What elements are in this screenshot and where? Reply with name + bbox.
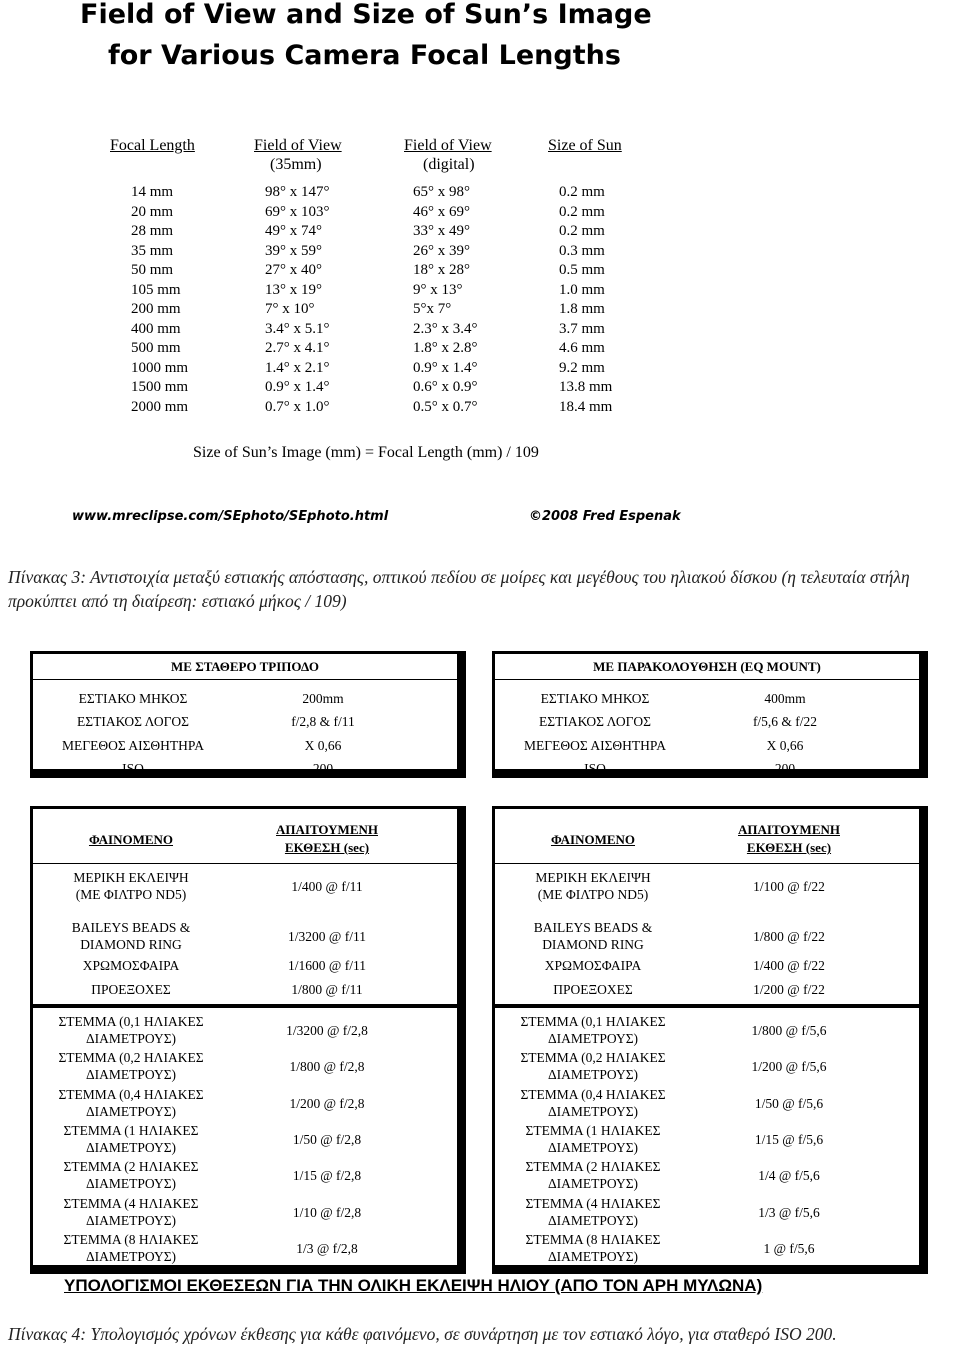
corona-label-line2: ΔΙΑΜΕΤΡΟΥΣ) — [85, 1103, 177, 1119]
figure-cell: 105 mm — [131, 281, 181, 298]
figure-cell: 0.9° x 1.4° — [265, 379, 330, 395]
figure-cell: 2.3° x 3.4° — [413, 320, 478, 337]
divider — [495, 1004, 919, 1008]
setup-table-eq-mount — [492, 651, 928, 778]
header-exposure-l2: ΕΚΘΕΣΗ (sec) — [746, 840, 832, 855]
figure-cell: 3.4° x 5.1° — [265, 320, 330, 337]
setup-value: 200 — [312, 761, 334, 776]
divider — [495, 863, 919, 864]
figure-cell: 7° x 10° — [265, 301, 315, 317]
phenomenon-label-line2: (ΜΕ ΦΙΛΤΡΟ ND5) — [537, 887, 649, 902]
setup-label: ISO — [584, 761, 606, 776]
header-exposure-l1: ΑΠΑΙΤΟΥΜΕΝΗ — [738, 822, 840, 837]
header-fov-35mm: Field of View — [254, 137, 342, 154]
figure-cell: 1.0 mm — [559, 281, 605, 298]
exposure-value: 1/200 @ f/22 — [753, 982, 825, 997]
figure-title-line1: Field of View and Size of Sun’s Image — [80, 0, 652, 30]
figure-cell: 0.2 mm — [559, 223, 605, 239]
phenomenon-label: ΜΕΡΙΚΗ ΕΚΛΕΙΨΗ — [535, 870, 651, 885]
corona-label-line2: ΔΙΑΜΕΤΡΟΥΣ) — [547, 1248, 639, 1264]
exposure-value: 1/800 @ f/5,6 — [751, 1023, 827, 1038]
figure-cell: 49° x 74° — [265, 223, 322, 239]
figure-cell: 28 mm — [131, 223, 174, 239]
exposure-value: 1/50 @ f/5,6 — [754, 1095, 824, 1111]
exposure-value: 1/50 @ f/2,8 — [292, 1131, 362, 1147]
size-of-sun-column — [559, 183, 612, 417]
setup-value: f/2,8 & f/11 — [291, 714, 355, 729]
figure-cell: 500 mm — [131, 340, 181, 356]
corona-label: ΣΤΕΜΜΑ (0,1 ΗΛΙΑΚΕΣ — [58, 1014, 204, 1029]
exposure-table-tripod — [30, 806, 466, 1274]
figure-cell: 20 mm — [131, 203, 174, 220]
exposure-calculations-title: ΥΠΟΛΟΓΙΣΜΟΙ ΕΚΘΕΣΕΩΝ ΓΙΑ ΤΗΝ ΟΛΙΚΗ ΕΚΛΕΙΨΗ ΗΛΙΟΥ (ΑΠΟ ΤΟΝ ΑΡΗ ΜΥΛΩΝΑ) — [64, 1276, 763, 1295]
exposure-value: 1/3 @ f/2,8 — [296, 1240, 358, 1256]
corona-label: ΣΤΕΜΜΑ (1 ΗΛΙΑΚΕΣ — [525, 1122, 661, 1138]
exposure-value: 1/200 @ f/5,6 — [751, 1059, 827, 1075]
exposure-value: 1/15 @ f/5,6 — [754, 1131, 824, 1147]
phenomenon-label: BAILEYS BEADS & — [71, 920, 191, 935]
divider — [33, 863, 457, 864]
exposure-value: 1/800 @ f/11 — [291, 982, 363, 997]
figure-cell: 3.7 mm — [559, 320, 605, 337]
phenomenon-label: ΜΕΡΙΚΗ ΕΚΛΕΙΨΗ — [73, 870, 189, 885]
header-exposure-l2: ΕΚΘΕΣΗ (sec) — [284, 840, 370, 855]
source-url: www.mreclipse.com/SEphoto/SEphoto.html — [72, 509, 389, 524]
corona-label-line2: ΔΙΑΜΕΤΡΟΥΣ) — [85, 1248, 177, 1264]
figure-cell: 65° x 98° — [413, 184, 470, 200]
figure-cell: 0.9° x 1.4° — [413, 359, 478, 376]
figure-cell: 0.3 mm — [559, 242, 605, 259]
header-fov-35mm-sub: (35mm) — [270, 156, 322, 173]
figure-cell: 18.4 mm — [559, 398, 613, 415]
divider — [33, 1004, 457, 1008]
phenomenon-label-line2: DIAMOND RING — [80, 937, 182, 952]
figure-cell: 0.6° x 0.9° — [413, 379, 478, 395]
setup-label: ΕΣΤΙΑΚΟ ΜΗΚΟΣ — [540, 691, 650, 706]
corona-label-line2: ΔΙΑΜΕΤΡΟΥΣ) — [547, 1176, 639, 1192]
corona-label: ΣΤΕΜΜΑ (2 ΗΛΙΑΚΕΣ — [63, 1159, 199, 1175]
corona-label: ΣΤΕΜΜΑ (2 ΗΛΙΑΚΕΣ — [525, 1159, 661, 1175]
corona-label-line2: ΔΙΑΜΕΤΡΟΥΣ) — [85, 1139, 177, 1155]
corona-label-line2: ΔΙΑΜΕΤΡΟΥΣ) — [85, 1212, 177, 1228]
exposure-value: 1/4 @ f/5,6 — [758, 1168, 820, 1184]
figure-cell: 2000 mm — [131, 398, 189, 415]
setup-label: ΜΕΓΕΘΟΣ ΑΙΣΘΗΤΗΡΑ — [62, 738, 204, 753]
phenomenon-label: ΠΡΟΕΞΟΧΕΣ — [553, 982, 633, 997]
corona-label: ΣΤΕΜΜΑ (1 ΗΛΙΑΚΕΣ — [63, 1122, 199, 1138]
exposure-value: 1/15 @ f/2,8 — [292, 1168, 362, 1184]
figure-cell: 98° x 147° — [265, 184, 330, 200]
exposure-value: 1/200 @ f/2,8 — [289, 1095, 365, 1111]
figure-cell: 26° x 39° — [413, 242, 470, 259]
setup-value: X 0,66 — [304, 738, 342, 753]
figure-cell: 0.7° x 1.0° — [265, 398, 330, 415]
setup-value: X 0,66 — [766, 738, 804, 753]
header-fov-digital-sub: (digital) — [423, 156, 475, 173]
exposure-value: 1/100 @ f/22 — [753, 879, 825, 894]
corona-label: ΣΤΕΜΜΑ (4 ΗΛΙΑΚΕΣ — [525, 1195, 661, 1211]
exposure-value: 1 @ f/5,6 — [763, 1240, 815, 1256]
phenomenon-label-line2: DIAMOND RING — [542, 937, 644, 952]
figure-cell: 50 mm — [131, 262, 174, 278]
corona-label: ΣΤΕΜΜΑ (0,4 ΗΛΙΑΚΕΣ — [520, 1086, 666, 1102]
figure-cell: 9° x 13° — [413, 281, 463, 298]
figure-cell: 46° x 69° — [413, 203, 470, 220]
exposure-value: 1/1600 @ f/11 — [288, 958, 366, 973]
setup-value: 200mm — [302, 691, 344, 706]
corona-label-line2: ΔΙΑΜΕΤΡΟΥΣ) — [547, 1031, 639, 1046]
corona-label: ΣΤΕΜΜΑ (0,4 ΗΛΙΑΚΕΣ — [58, 1086, 204, 1102]
setup-table-tripod — [30, 651, 466, 778]
figure-cell: 9.2 mm — [559, 359, 605, 376]
corona-label-line2: ΔΙΑΜΕΤΡΟΥΣ) — [85, 1067, 177, 1083]
phenomenon-label: ΧΡΩΜΟΣΦΑΙΡΑ — [544, 958, 642, 973]
phenomenon-label: ΧΡΩΜΟΣΦΑΙΡΑ — [82, 958, 180, 973]
figure-cell: 0.2 mm — [559, 203, 605, 220]
corona-label: ΣΤΕΜΜΑ (0,2 ΗΛΙΑΚΕΣ — [520, 1050, 666, 1066]
figure-cell: 13.8 mm — [559, 379, 613, 395]
corona-label-line2: ΔΙΑΜΕΤΡΟΥΣ) — [547, 1067, 639, 1083]
header-phenomenon: ΦΑΙΝΟΜΕΝΟ — [550, 832, 636, 847]
sun-size-formula: Size of Sun’s Image (mm) = Focal Length (mm) / 109 — [193, 444, 539, 461]
figure-cell: 400 mm — [131, 320, 181, 337]
figure-cell: 33° x 49° — [413, 223, 470, 239]
setup-value: 200 — [774, 761, 796, 776]
figure-cell: 1.8° x 2.8° — [413, 340, 478, 356]
copyright: ©2008 Fred Espenak — [529, 509, 681, 524]
header-focal-length: Focal Length — [110, 137, 195, 154]
setup-value: 400mm — [764, 691, 806, 706]
setup-tripod-title: ΜΕ ΣΤΑΘΕΡΟ ΤΡΙΠΟΔΟ — [171, 659, 319, 674]
figure-cell: 27° x 40° — [265, 262, 322, 278]
corona-label-line2: ΔΙΑΜΕΤΡΟΥΣ) — [85, 1031, 177, 1046]
header-phenomenon: ΦΑΙΝΟΜΕΝΟ — [88, 832, 174, 847]
exposure-value: 1/800 @ f/2,8 — [289, 1059, 365, 1075]
figure-cell: 13° x 19° — [265, 281, 322, 298]
corona-label: ΣΤΕΜΜΑ (4 ΗΛΙΑΚΕΣ — [63, 1195, 199, 1211]
divider — [33, 679, 457, 680]
table4-caption: Πίνακας 4: Υπολογισμός χρόνων έκθεσης για κάθε φαινόμενο, σε συνάρτηση με τον εστιακό λόγο, για σταθερό ISO 200. — [8, 1324, 837, 1344]
phenomenon-label-line2: (ΜΕ ΦΙΛΤΡΟ ND5) — [75, 887, 187, 902]
figure-cell: 0.5 mm — [559, 262, 605, 278]
figure-cell: 0.2 mm — [559, 184, 605, 200]
exposure-value: 1/3200 @ f/2,8 — [286, 1023, 368, 1038]
figure-cell: 39° x 59° — [265, 242, 322, 259]
corona-label-line2: ΔΙΑΜΕΤΡΟΥΣ) — [85, 1176, 177, 1192]
exposure-value: 1/400 @ f/11 — [291, 879, 363, 894]
exposure-table-eq-mount — [492, 806, 928, 1274]
exposure-value: 1/3200 @ f/11 — [288, 929, 366, 944]
figure-cell: 69° x 103° — [265, 203, 330, 220]
figure-cell: 1500 mm — [131, 379, 189, 395]
setup-label: ΜΕΓΕΘΟΣ ΑΙΣΘΗΤΗΡΑ — [524, 738, 666, 753]
header-fov-digital: Field of View — [404, 137, 492, 154]
focal-length-column — [131, 183, 188, 417]
figure-cell: 1000 mm — [131, 359, 189, 376]
figure-cell: 1.4° x 2.1° — [265, 359, 330, 376]
figure-title-line2: for Various Camera Focal Lengths — [108, 40, 621, 71]
exposure-value: 1/3 @ f/5,6 — [758, 1204, 820, 1220]
corona-label-line2: ΔΙΑΜΕΤΡΟΥΣ) — [547, 1139, 639, 1155]
figure-cell: 0.5° x 0.7° — [413, 398, 478, 415]
setup-label: ΕΣΤΙΑΚΟΣ ΛΟΓΟΣ — [76, 714, 190, 729]
corona-label: ΣΤΕΜΜΑ (0,2 ΗΛΙΑΚΕΣ — [58, 1050, 204, 1066]
header-size-of-sun: Size of Sun — [548, 137, 622, 154]
exposure-value: 1/10 @ f/2,8 — [292, 1204, 362, 1220]
corona-label: ΣΤΕΜΜΑ (0,1 ΗΛΙΑΚΕΣ — [520, 1014, 666, 1029]
setup-label: ΕΣΤΙΑΚΟΣ ΛΟΓΟΣ — [538, 714, 652, 729]
figure-cell: 5°x 7° — [413, 301, 452, 317]
setup-label: ΕΣΤΙΑΚΟ ΜΗΚΟΣ — [78, 691, 188, 706]
corona-label: ΣΤΕΜΜΑ (8 ΗΛΙΑΚΕΣ — [525, 1231, 661, 1247]
corona-label: ΣΤΕΜΜΑ (8 ΗΛΙΑΚΕΣ — [63, 1231, 199, 1247]
exposure-value: 1/400 @ f/22 — [753, 958, 825, 973]
figure-cell: 14 mm — [131, 184, 174, 200]
fov-digital-column — [413, 183, 478, 417]
figure-cell: 35 mm — [131, 242, 174, 259]
figure-cell: 4.6 mm — [559, 340, 605, 356]
divider — [495, 679, 919, 680]
exposure-value: 1/800 @ f/22 — [753, 929, 825, 944]
phenomenon-label: ΠΡΟΕΞΟΧΕΣ — [91, 982, 171, 997]
corona-label-line2: ΔΙΑΜΕΤΡΟΥΣ) — [547, 1103, 639, 1119]
fov-35mm-column — [265, 183, 330, 417]
setup-label: ISO — [122, 761, 144, 776]
figure-cell: 18° x 28° — [413, 262, 470, 278]
figure-cell: 2.7° x 4.1° — [265, 340, 330, 356]
header-exposure-l1: ΑΠΑΙΤΟΥΜΕΝΗ — [276, 822, 378, 837]
figure-cell: 200 mm — [131, 301, 181, 317]
table3-caption: Πίνακας 3: Αντιστοιχία μεταξύ εστιακής απόστασης, οπτικού πεδίου σε μοίρες και μεγέθους του ηλιακού δίσκου (η τελευταία στήλη προκύπτει από τη διαίρεση: εστιακό μήκος / 109) — [8, 567, 910, 611]
figure-cell: 1.8 mm — [559, 301, 605, 317]
setup-value: f/5,6 & f/22 — [752, 714, 818, 729]
phenomenon-label: BAILEYS BEADS & — [533, 920, 653, 935]
corona-label-line2: ΔΙΑΜΕΤΡΟΥΣ) — [547, 1212, 639, 1228]
setup-eq-title: ΜΕ ΠΑΡΑΚΟΛΟΥΘΗΣΗ (EQ MOUNT) — [593, 659, 821, 674]
